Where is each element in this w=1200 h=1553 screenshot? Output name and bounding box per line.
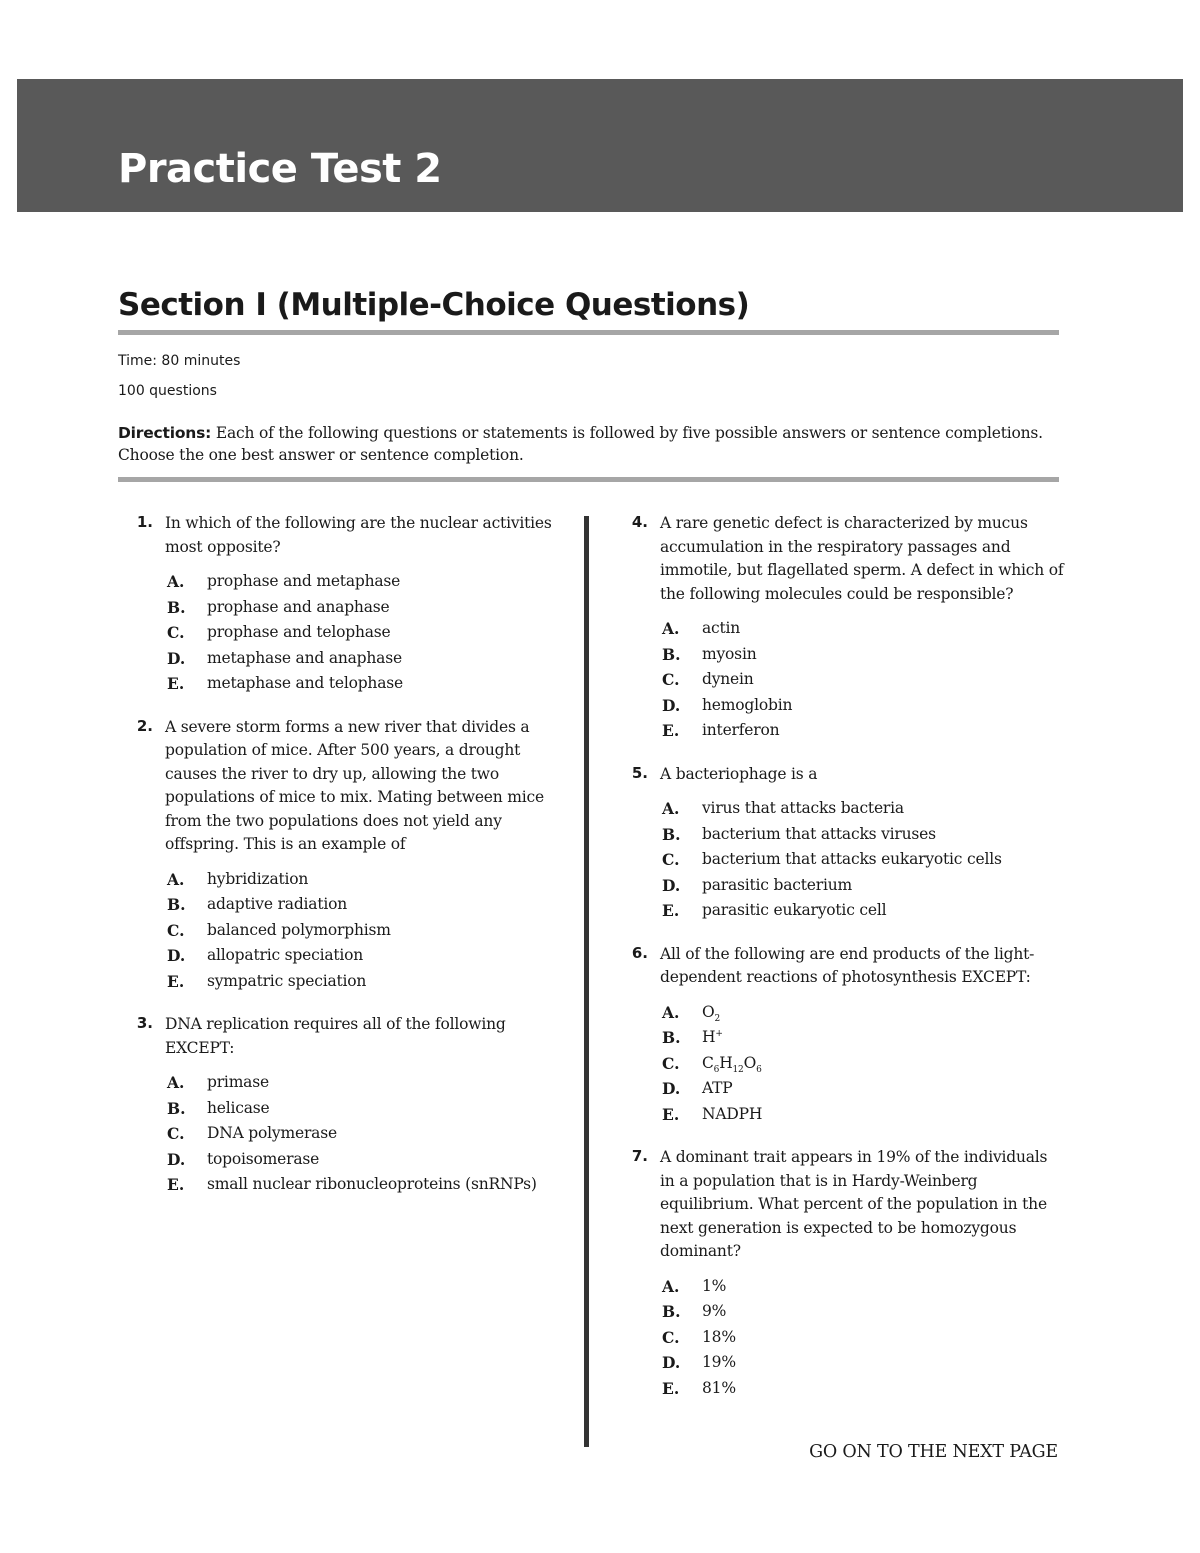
formula-superscript: + (715, 1028, 723, 1039)
question-number: 7. (631, 1147, 648, 1165)
answer-options (165, 569, 565, 697)
option-text: adaptive radiation (207, 895, 348, 913)
option-letter: B. (167, 1098, 186, 1118)
option-text: DNA polymerase (207, 1124, 337, 1142)
option-letter: B. (662, 1302, 681, 1321)
question-3 (125, 1013, 565, 1198)
formula-subscript: 12 (732, 1064, 744, 1075)
answer-option[interactable] (165, 1096, 565, 1122)
option-text: small nuclear ribonucleoproteins (snRNPs) (207, 1175, 537, 1193)
option-letter: E. (167, 1175, 185, 1194)
option-letter: D. (662, 1353, 681, 1372)
answer-option[interactable] (660, 693, 1065, 719)
option-letter: C. (662, 1053, 680, 1073)
formula-symbol: C (702, 1053, 714, 1072)
option-text: 81% (702, 1378, 736, 1397)
answer-option[interactable] (660, 718, 1065, 744)
option-text: topoisomerase (207, 1149, 320, 1168)
option-letter: D. (662, 1079, 681, 1098)
question-text: DNA replication requires all of the following EXCEPT: (165, 1015, 506, 1057)
answer-option[interactable] (165, 1172, 565, 1198)
option-letter: C. (167, 1124, 185, 1143)
answer-option[interactable] (660, 1051, 1065, 1077)
question-4 (620, 512, 1065, 744)
section-rule-bottom (118, 477, 1059, 482)
option-text: bacterium that attacks viruses (702, 824, 936, 843)
answer-option[interactable] (165, 569, 565, 595)
option-text: ATP (702, 1079, 733, 1097)
answer-options (165, 1070, 565, 1198)
option-text: balanced polymorphism (207, 920, 391, 939)
option-text: parasitic bacterium (702, 875, 853, 894)
question-column-right (620, 512, 1065, 1420)
option-letter: E. (662, 1378, 680, 1398)
option-text: metaphase and telophase (207, 674, 403, 692)
question-count: 100 questions (118, 383, 217, 399)
option-letter: C. (662, 850, 680, 869)
answer-option[interactable] (165, 620, 565, 646)
answer-option[interactable] (660, 1325, 1065, 1351)
answer-option[interactable] (660, 1102, 1065, 1128)
option-text (702, 1051, 762, 1077)
answer-option[interactable] (165, 918, 565, 944)
answer-option[interactable] (660, 822, 1065, 848)
option-letter: E. (662, 721, 680, 740)
option-letter: D. (167, 648, 186, 668)
answer-options (165, 867, 565, 995)
formula-symbol: O (702, 1002, 715, 1021)
option-text: myosin (702, 644, 757, 663)
option-text: interferon (702, 721, 780, 739)
option-letter: D. (167, 1149, 186, 1169)
option-text: NADPH (702, 1104, 763, 1123)
option-text: hybridization (207, 869, 309, 888)
answer-option[interactable] (165, 892, 565, 918)
question-text: A rare genetic defect is characterized by mucus accumulation in the respiratory passages and immotile, but flagellated sperm. A defect in which of the following molecules could be responsible? (660, 514, 1064, 603)
title-banner (17, 79, 1183, 212)
option-letter: E. (662, 901, 680, 920)
question-number: 4. (631, 513, 648, 531)
column-divider (584, 516, 589, 1447)
answer-option[interactable] (660, 1000, 1065, 1026)
answer-options (660, 1000, 1065, 1128)
answer-option[interactable] (660, 667, 1065, 693)
formula-subscript: 2 (714, 1013, 721, 1024)
option-text: primase (207, 1073, 269, 1091)
answer-options (660, 1274, 1065, 1402)
question-number: 5. (631, 763, 648, 782)
option-letter: C. (662, 1327, 680, 1347)
option-text: prophase and metaphase (207, 572, 401, 590)
answer-option[interactable] (660, 1274, 1065, 1300)
question-2 (125, 716, 565, 995)
option-letter: B. (662, 644, 681, 664)
option-letter: C. (662, 670, 680, 689)
answer-option[interactable] (660, 1299, 1065, 1325)
question-text: A bacteriophage is a (660, 764, 818, 783)
directions-label: Directions: (118, 424, 212, 442)
question-text: A severe storm forms a new river that divides a population of mice. After 500 years, a drought causes the river to dry up, allowing the two populations of mice to mix. Mating between mice from the two populations does not yield any offspring. This is an example of (165, 717, 544, 853)
formula-subscript: 6 (756, 1064, 762, 1075)
time-limit: Time: 80 minutes (118, 353, 241, 369)
option-letter: B. (167, 597, 186, 617)
page-title: Practice Test 2 (118, 146, 442, 192)
question-text: A dominant trait appears in 19% of the individuals in a population that is in Hardy-Weinberg equilibrium. What percent of the population in the next generation is expected to be homozygous dominant? (660, 1148, 1048, 1260)
formula-symbol: H (719, 1053, 733, 1072)
formula-symbol: H (702, 1028, 716, 1046)
option-letter: D. (662, 875, 681, 895)
section-title: Section I (Multiple-Choice Questions) (118, 287, 750, 323)
section-rule-top (118, 330, 1059, 335)
option-letter: A. (662, 619, 680, 638)
option-text: actin (702, 619, 741, 637)
answer-option[interactable] (660, 642, 1065, 668)
option-letter: D. (662, 695, 681, 715)
option-letter: A. (662, 1002, 680, 1022)
option-letter: C. (167, 623, 185, 642)
option-letter: A. (662, 1276, 680, 1296)
question-number: 1. (136, 513, 153, 531)
option-letter: A. (662, 799, 680, 818)
formula-symbol: O (743, 1053, 757, 1072)
option-letter: B. (167, 895, 186, 914)
option-text: bacterium that attacks eukaryotic cells (702, 850, 1002, 868)
option-text (702, 1000, 720, 1026)
answer-options (660, 796, 1065, 924)
question-text: In which of the following are the nuclear activities most opposite? (165, 514, 552, 556)
question-text: All of the following are end products of the light-dependent reactions of photosynthesis EXCEPT: (660, 944, 1035, 986)
option-text: 1% (702, 1276, 727, 1295)
answer-option[interactable] (165, 1070, 565, 1096)
question-column-left (125, 512, 565, 1217)
option-text: prophase and telophase (207, 623, 391, 641)
answer-option[interactable] (165, 867, 565, 893)
answer-option[interactable] (165, 595, 565, 621)
answer-options (660, 616, 1065, 744)
answer-option[interactable] (660, 1025, 1065, 1051)
option-text: virus that attacks bacteria (702, 799, 904, 817)
answer-option[interactable] (165, 1147, 565, 1173)
option-letter: E. (662, 1104, 680, 1124)
option-letter: A. (167, 1073, 185, 1092)
option-text: helicase (207, 1098, 270, 1117)
answer-option[interactable] (165, 969, 565, 995)
option-letter: B. (662, 824, 681, 844)
option-text: allopatric speciation (207, 946, 364, 964)
option-text: 18% (702, 1327, 736, 1346)
option-letter: A. (167, 572, 185, 591)
go-on-next-page: GO ON TO THE NEXT PAGE (809, 1442, 1058, 1462)
answer-option[interactable] (165, 943, 565, 969)
question-6 (620, 943, 1065, 1128)
option-text (702, 1025, 723, 1051)
answer-option[interactable] (165, 671, 565, 697)
option-letter: C. (167, 920, 185, 940)
question-number: 6. (631, 943, 648, 962)
question-number: 3. (136, 1014, 153, 1032)
answer-option[interactable] (660, 898, 1065, 924)
answer-option[interactable] (165, 646, 565, 672)
option-text: dynein (702, 670, 754, 688)
option-text: prophase and anaphase (207, 597, 390, 616)
question-number: 2. (136, 716, 153, 735)
question-7 (620, 1146, 1065, 1401)
option-text: hemoglobin (702, 695, 793, 714)
answer-option[interactable] (660, 873, 1065, 899)
option-text: 19% (702, 1353, 736, 1371)
option-text: 9% (702, 1302, 727, 1320)
answer-option[interactable] (660, 796, 1065, 822)
answer-option[interactable] (165, 1121, 565, 1147)
directions-text: Each of the following questions or statements is followed by five possible answers or sentence completions. Choose the one best answer or sentence completion. (118, 424, 1043, 464)
answer-option[interactable] (660, 847, 1065, 873)
question-5 (620, 763, 1065, 924)
option-letter: A. (167, 869, 185, 889)
option-letter: E. (167, 971, 185, 991)
question-1 (125, 512, 565, 697)
option-text: parasitic eukaryotic cell (702, 901, 887, 919)
answer-option[interactable] (660, 1350, 1065, 1376)
option-text: sympatric speciation (207, 971, 367, 990)
answer-option[interactable] (660, 616, 1065, 642)
option-letter: D. (167, 946, 186, 965)
answer-option[interactable] (660, 1076, 1065, 1102)
answer-option[interactable] (660, 1376, 1065, 1402)
option-letter: E. (167, 674, 185, 693)
directions (118, 422, 1063, 466)
option-text: metaphase and anaphase (207, 648, 402, 667)
option-letter: B. (662, 1028, 681, 1047)
formula-subscript: 6 (713, 1064, 720, 1075)
